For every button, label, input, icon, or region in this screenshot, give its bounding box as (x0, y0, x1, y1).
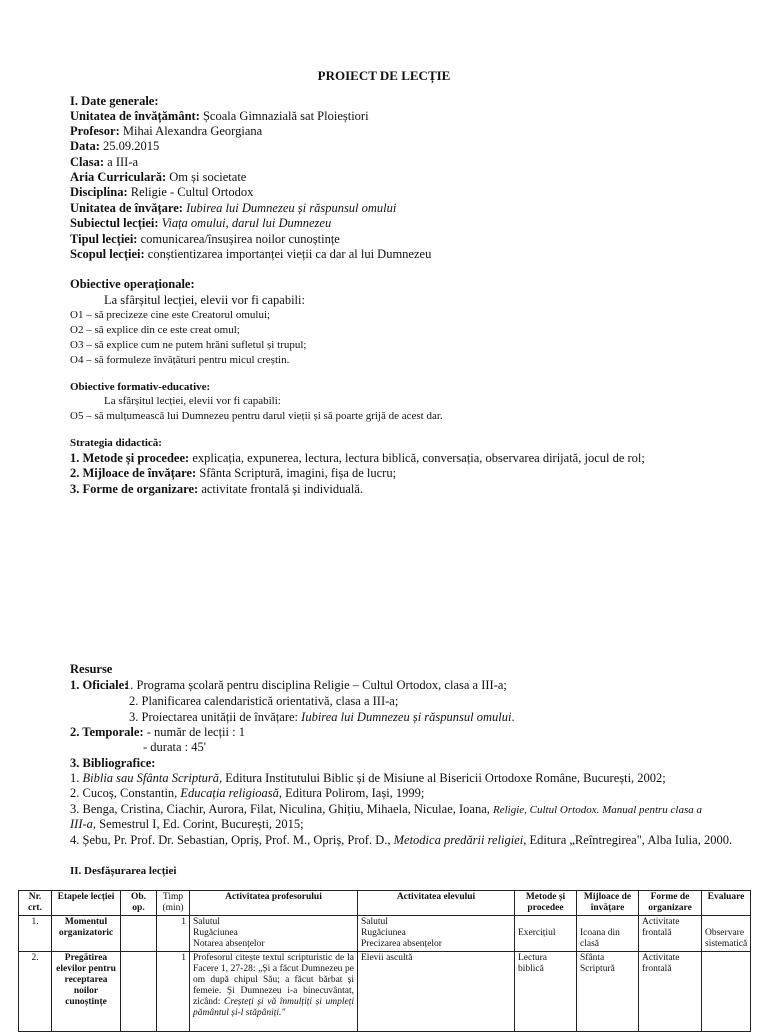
bibliography-item-cont: III-a, Semestrul I, Ed. Corint, București, 2015; (70, 817, 304, 831)
formative-intro: La sfârșitul lecției, elevii vor fi capabili: (104, 395, 281, 407)
table-header-row (19, 891, 751, 916)
means-line: 2. Mijloace de învățare: Sfânta Scriptură, imagini, fișa de lucru; (70, 466, 397, 480)
objectives-heading: Obiective operaționale: (70, 277, 195, 291)
header-cell: Evaluare (702, 891, 751, 916)
header-cell: Timp (min) (157, 891, 190, 916)
cell-time: 1 (157, 916, 190, 952)
official-label: 1. Oficiale: (70, 678, 129, 692)
class-line: Clasa: a III-a (70, 155, 139, 169)
objective-item: O4 – să formuleze învățături pentru micul creștin. (70, 354, 290, 366)
cell-means: Sfânta Scriptură (577, 952, 639, 1032)
teacher-line: Profesor: Mihai Alexandra Georgiana (70, 124, 263, 138)
cell-ob (121, 916, 157, 952)
area-line: Aria Curriculară: Om și societate (70, 170, 247, 184)
bibliography-heading: 3. Bibliografice: (70, 756, 156, 770)
objective-item: O3 – să explice cum ne putem hrăni sufletul și trupul; (70, 339, 307, 351)
bibliography-item: 2. Cucoș, Constantin, Educația religioasă, Editura Polirom, Iași, 1999; (70, 786, 425, 800)
bibliography-item: 3. Benga, Cristina, Ciachir, Aurora, Filat, Niculina, Ghițiu, Mihaela, Niculae, Ioana, Religie, Cultul Ortodox. Manual pentru clasa a (70, 802, 702, 816)
cell-means: Icoana din clasă (577, 916, 639, 952)
official-item: 1. Programa școlară pentru disciplina Religie – Cultul Ortodox, clasa a III-a; (124, 678, 507, 692)
cell-student (358, 916, 515, 952)
header-cell: Metode și procedee (515, 891, 577, 916)
cell-stage: Pregătirea elevilor pentru receptarea noilor cunoștințe (52, 952, 121, 1032)
objective-item: O1 – să precizeze cine este Creatorul omului; (70, 309, 271, 321)
objective-item: O2 – să explice din ce este creat omul; (70, 324, 240, 336)
cell-student (358, 952, 515, 1032)
cell-forms: Activitate frontală (639, 916, 702, 952)
cell-stage: Momentul organizatoric (52, 916, 121, 952)
header-cell: Activitatea elevului (358, 891, 515, 916)
unit-line: Unitatea de învățământ: Școala Gimnazială sat Ploieștiori (70, 109, 369, 123)
cell-nr: 2. (19, 952, 52, 1032)
cell-forms: Activitate frontală (639, 952, 702, 1032)
date-line: Data: 25.09.2015 (70, 139, 160, 153)
cell-nr: 1. (19, 916, 52, 952)
official-item: 3. Proiectarea unității de învățare: Iubirea lui Dumnezeu și răspunsul omului. (129, 710, 515, 724)
teacher-activity-line: Salutul (193, 917, 220, 927)
temporal-duration: - durata : 45' (143, 740, 206, 754)
subject-line: Subiectul lecției: Viața omului, darul lui Dumnezeu (70, 216, 332, 230)
table-row (19, 916, 751, 952)
cell-methods: Exercițiul (515, 916, 577, 952)
cell-time: 1 (157, 952, 190, 1032)
header-cell: Forme de organizare (639, 891, 702, 916)
cell-teacher (190, 916, 358, 952)
header-cell: Ob. op. (121, 891, 157, 916)
student-activity-line: Rugăciunea (361, 928, 406, 938)
type-line: Tipul lecției: comunicarea/însușirea noilor cunoștințe (70, 232, 340, 246)
strategy-heading: Strategia didactică: (70, 437, 162, 449)
student-activity-line: Elevii ascultă (361, 953, 413, 963)
cell-teacher: Profesorul citește textul scripturistic de la Facere 1, 27-28: „Și a făcut Dumnezeu pe om după chipul Său; a făcut bărbat și femeie. Și Dumnezeu i-a binecuvântat, zicând: Creșteți și vă înmulțiți și umpleți pământul și-l stăpâniți." (190, 952, 358, 1032)
section-general-heading: I. Date generale: (70, 94, 159, 108)
methods-line: 1. Metode și procedee: explicația, expunerea, lectura, lectura biblică, conversația, observarea dirijată, jocul de rol; (70, 451, 645, 465)
cell-ob (121, 952, 157, 1032)
lesson-heading: II. Desfășurarea lecției (70, 865, 177, 877)
purpose-line: Scopul lecției: conștientizarea importanței vieții ca dar al lui Dumnezeu (70, 247, 432, 261)
cell-eval (702, 952, 751, 1032)
header-cell: Mijloace de învățare (577, 891, 639, 916)
teacher-activity-line: Notarea absențelor (193, 939, 265, 949)
formative-heading: Obiective formativ-educative: (70, 381, 211, 393)
teacher-activity-line: Rugăciunea (193, 928, 238, 938)
learning-unit-line: Unitatea de învățare: Iubirea lui Dumnezeu și răspunsul omului (70, 201, 397, 215)
cell-methods: Lectura biblică (515, 952, 577, 1032)
page-title: PROIECT DE LECȚIE (317, 68, 451, 83)
forms-line: 3. Forme de organizare: activitate frontală și individuală. (70, 482, 364, 496)
formative-item: O5 – să mulțumească lui Dumnezeu pentru darul vieții și să poarte grijă de acest dar. (70, 410, 443, 422)
header-cell: Etapele lecției (52, 891, 121, 916)
lesson-table (18, 890, 751, 1032)
cell-eval: Observare sistematică (702, 916, 751, 952)
student-activity-line: Precizarea absențelor (361, 939, 442, 949)
bibliography-item: 4. Șebu, Pr. Prof. Dr. Sebastian, Opriș, Prof. M., Opriș, Prof. D., Metodica predării religiei, Editura „Reîntregirea", Alba Iulia, 2000. (70, 833, 733, 847)
official-item: 2. Planificarea calendaristică orientativă, clasa a III-a; (129, 694, 399, 708)
student-activity-line: Salutul (361, 917, 388, 927)
discipline-line: Disciplina: Religie - Cultul Ortodox (70, 185, 254, 199)
resources-heading: Resurse (70, 662, 113, 676)
table-row (19, 952, 751, 1032)
header-cell: Nr. crt. (19, 891, 52, 916)
bibliography-item: 1. Biblia sau Sfânta Scriptură, Editura Institutului Biblic și de Misiune al Bisericii Ortodoxe Române, București, 2002; (70, 771, 666, 785)
header-cell: Activitatea profesorului (190, 891, 358, 916)
temporal-line: 2. Temporale: - număr de lecții : 1 (70, 725, 245, 739)
objectives-intro: La sfârșitul lecției, elevii vor fi capabili: (104, 293, 305, 307)
